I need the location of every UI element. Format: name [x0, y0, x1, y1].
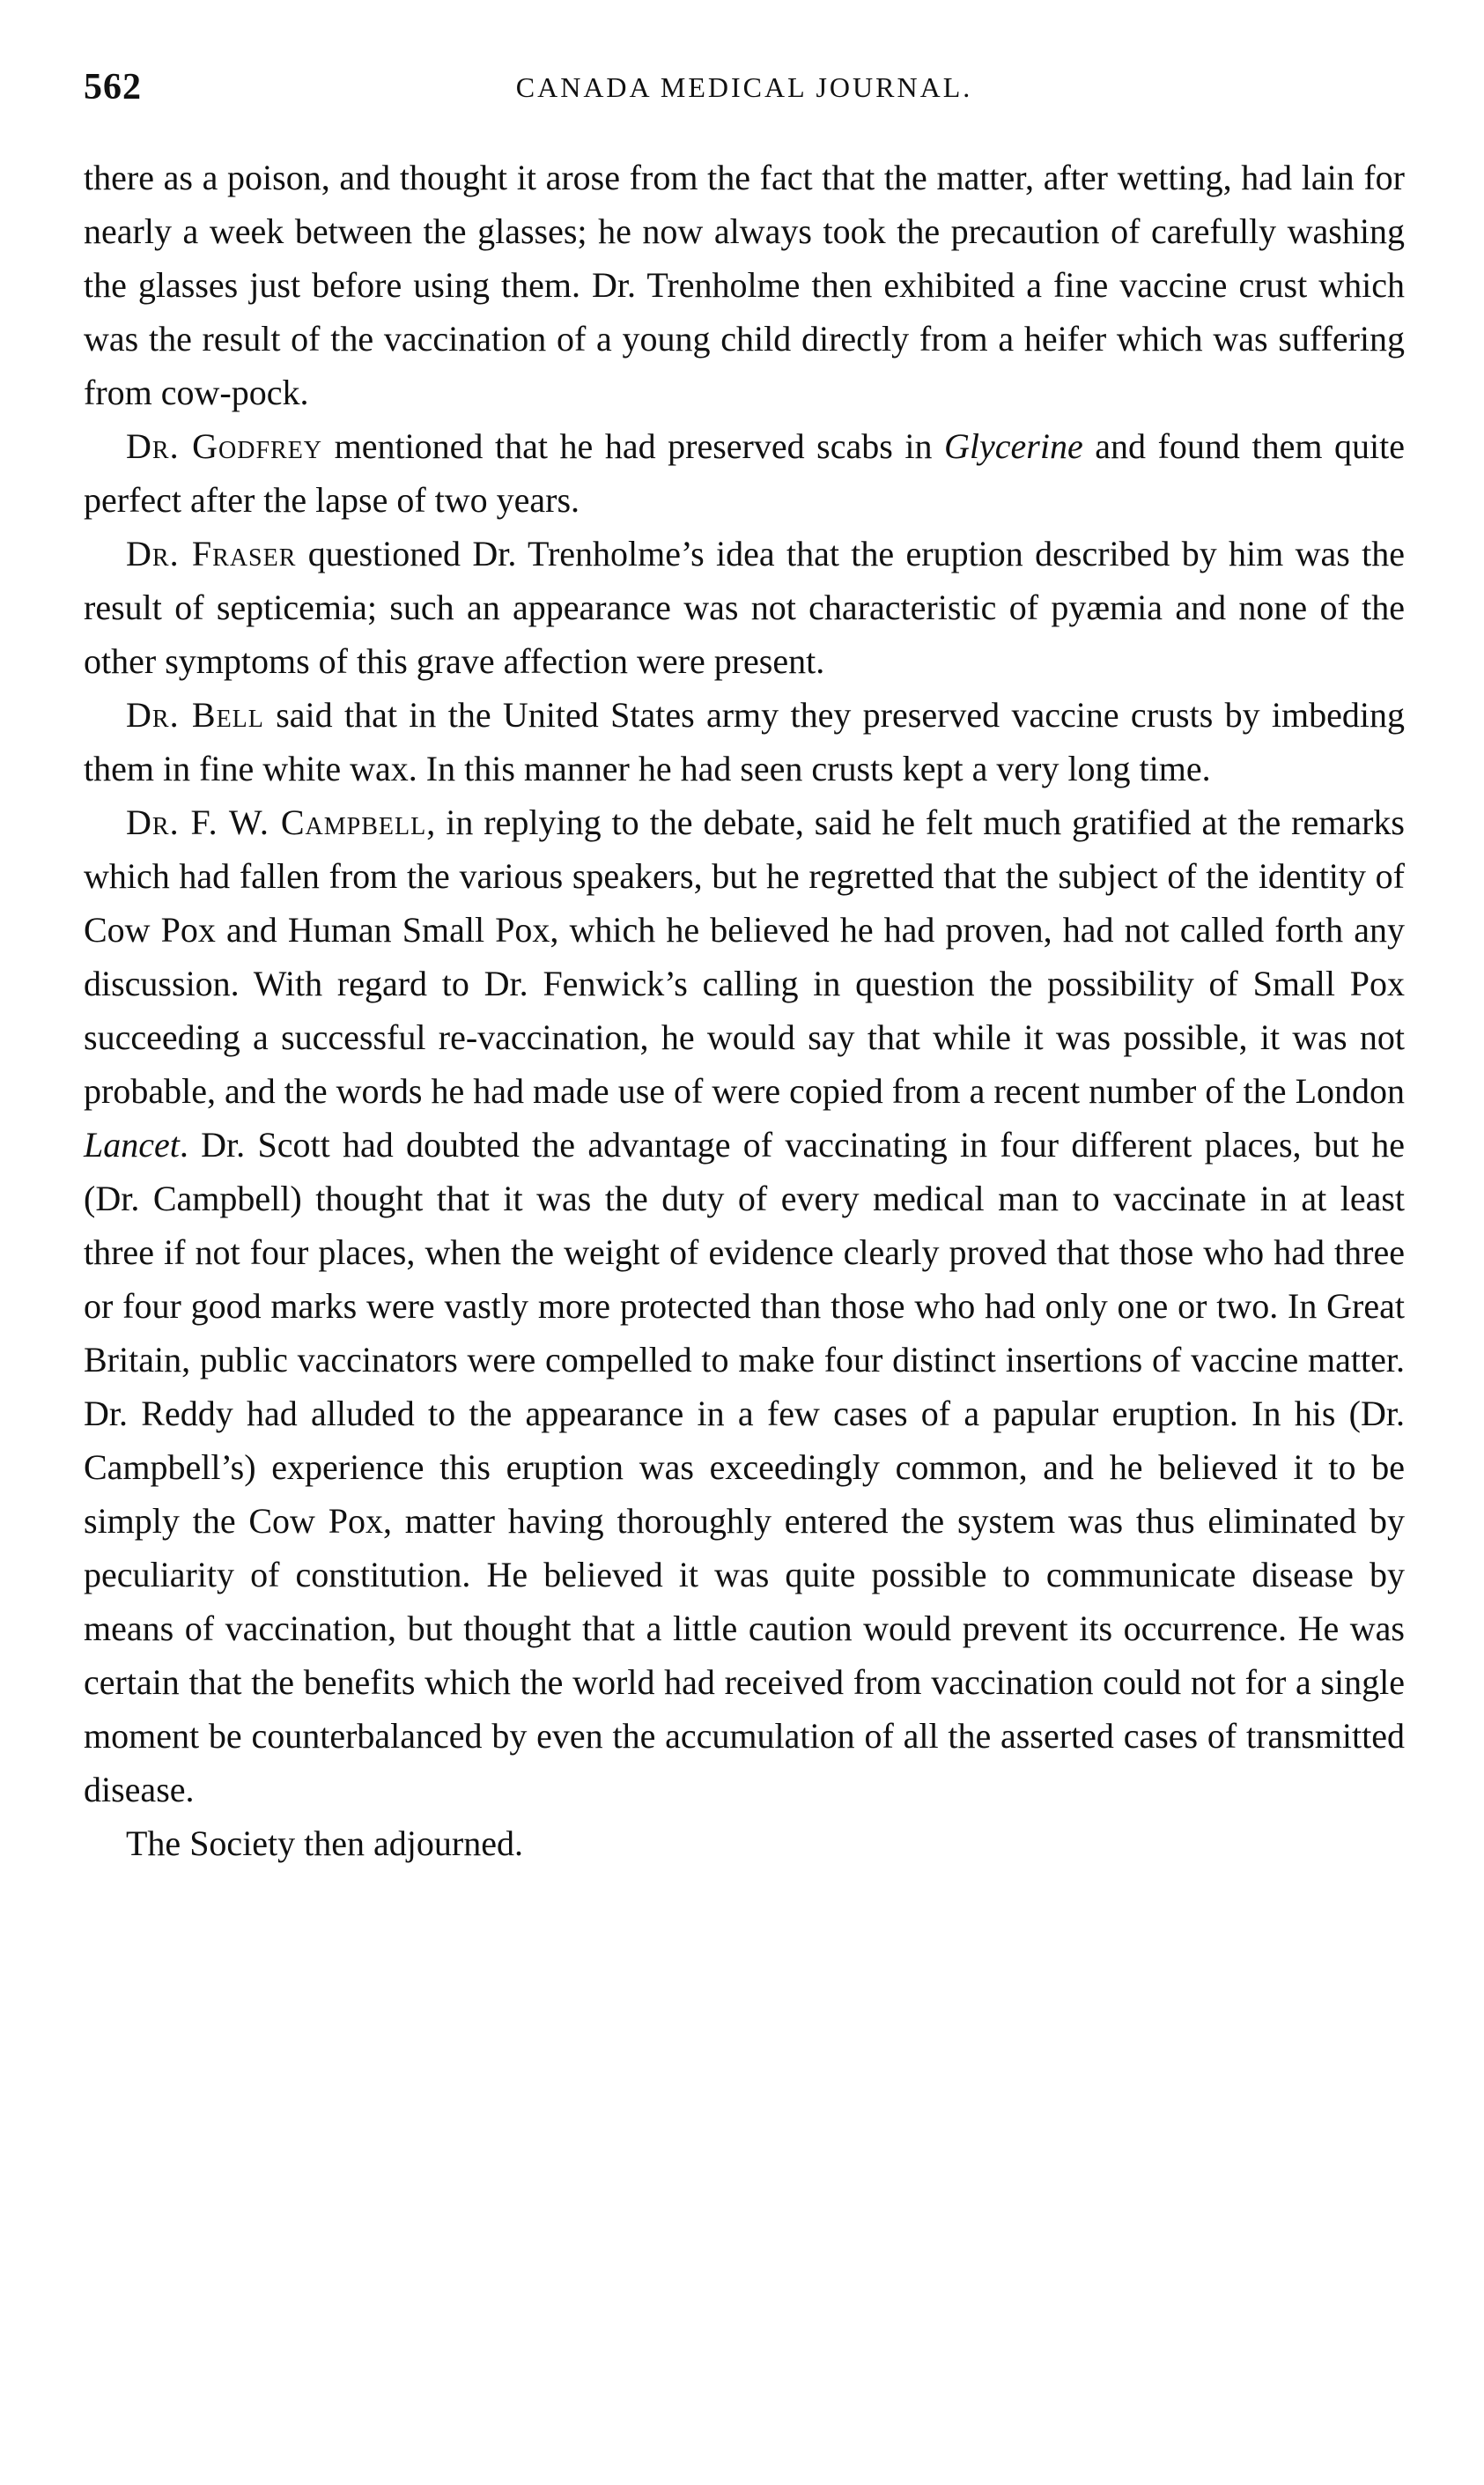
paragraph-fraser	[84, 527, 1405, 688]
paragraph-campbell	[84, 795, 1405, 1816]
paragraph-text: said that in the United States army they preserved vaccine crusts by imbeding them in fine white wax. In this manner he had seen crusts kept a very long time.	[84, 695, 1406, 788]
running-head	[84, 66, 1405, 119]
paragraph-text: . Dr. Scott had doubted the advantage of vaccinating in four different places, but he (Dr. Campbell) thought that it was the duty of every medical man to vaccinate in at least three if not four places, when the weight of evidence clearly proved that those who had three or four good marks were vastly more protected than those who had only one or two. In Great Britain, public vaccinators were compelled to make four distinct insertions of vaccine matter. Dr. Reddy had alluded to the appearance in a few cases of a papular eruption. In his (Dr. Campbell’s) experience this eruption was exceedingly common, and he believed it to be simply the Cow Pox, matter having thoroughly entered the system was thus eliminated by peculiarity of constitution. He believed it was quite possible to communicate disease by means of vaccination, but thought that a little caution would prevent its occurrence. He was certain that the benefits which the world had received from vaccination could not for a single moment be counterbalanced by even the accumulation of all the asserted cases of transmitted disease.	[84, 1125, 1405, 1809]
speaker-name: Dr. F. W. Campbell	[126, 802, 427, 842]
italic-term: Glycerine	[944, 426, 1083, 466]
paragraph-text: mentioned that he had preserved scabs in	[322, 426, 945, 466]
italic-term: Lancet	[84, 1125, 180, 1165]
paragraph-text: and found them quite perfect after the lapse of two years.	[84, 426, 1406, 520]
journal-page	[84, 66, 1405, 1870]
paragraph-bell	[84, 688, 1405, 795]
paragraph-adjourned: The Society then adjourned.	[126, 1823, 523, 1863]
page-number: 562	[84, 67, 142, 107]
speaker-name: Dr. Fraser	[126, 534, 297, 573]
paragraph-continuation: there as a poison, and thought it arose from the fact that the matter, after wetting, had lain for nearly a week between the glasses; he now always took the precaution of carefully washing the glasses just before using them. Dr. Trenholme then exhibited a fine vaccine crust which was the result of the vaccination of a young child directly from a heifer which was suffering from cow-pock.	[84, 158, 1405, 412]
speaker-name: Dr. Godfrey	[126, 426, 323, 466]
speaker-name: Dr. Bell	[126, 695, 264, 735]
article-body	[84, 151, 1405, 1870]
paragraph-text: questioned Dr. Trenholme’s idea that the eruption described by him was the result of septicemia; such an appearance was not characteristic of pyæmia and none of the other symptoms of this grave affection were present.	[84, 534, 1405, 681]
paragraph-text: , in replying to the debate, said he felt much gratified at the remarks which had fallen from the various speakers, but he regretted that the subject of the identity of Cow Pox and Human Small Pox, which he believed he had proven, had not called forth any discussion. With regard to Dr. Fenwick’s calling in question the possibility of Small Pox succeeding a successful re-vaccination, he would say that while it was possible, it was not probable, and the words he had made use of were copied from a recent number of the London	[84, 802, 1405, 1111]
paragraph-godfrey	[84, 419, 1405, 527]
journal-title: CANADA MEDICAL JOURNAL.	[515, 71, 973, 103]
